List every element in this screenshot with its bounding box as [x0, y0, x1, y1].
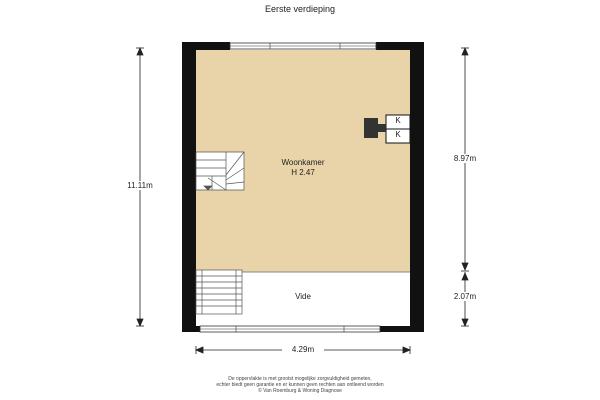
- window-top: [230, 43, 376, 49]
- disclaimer-line-1: De oppervlakte is met grootst mogelijke zorgvuldigheid gemeten,: [228, 376, 372, 382]
- vide-label: Vide: [295, 292, 311, 301]
- dimension-room-depth: 8.97m: [444, 154, 486, 163]
- staircase-upper: [196, 152, 244, 190]
- dimension-width: 4.29m: [282, 345, 324, 354]
- wall-top-right: [376, 42, 424, 50]
- disclaimer-line-2: echter biedt geen garantie en er kunnen geen rechten aan ontleend worden: [216, 382, 384, 388]
- wall-right: [410, 42, 424, 332]
- cabinet-label-bottom: K: [395, 130, 401, 139]
- staircase-lower: [196, 270, 242, 314]
- wall-top-left: [182, 42, 230, 50]
- wall-bottom-left: [182, 326, 200, 332]
- dimension-vide-depth: 2.07m: [444, 292, 486, 301]
- room-name-label: Woonkamer: [281, 158, 325, 167]
- disclaimer-line-3: © Van Roemburg & Woning Diagnose: [258, 388, 342, 394]
- floor-title: Eerste verdieping: [264, 4, 336, 14]
- wall-left: [182, 42, 196, 332]
- dimension-total-depth: 11.11m: [118, 181, 162, 190]
- window-bottom: [200, 326, 380, 332]
- room-height-label: H 2.47: [291, 168, 315, 177]
- disclaimer: [150, 376, 450, 394]
- wall-bottom-right: [380, 326, 424, 332]
- cabinet-label-top: K: [395, 116, 401, 125]
